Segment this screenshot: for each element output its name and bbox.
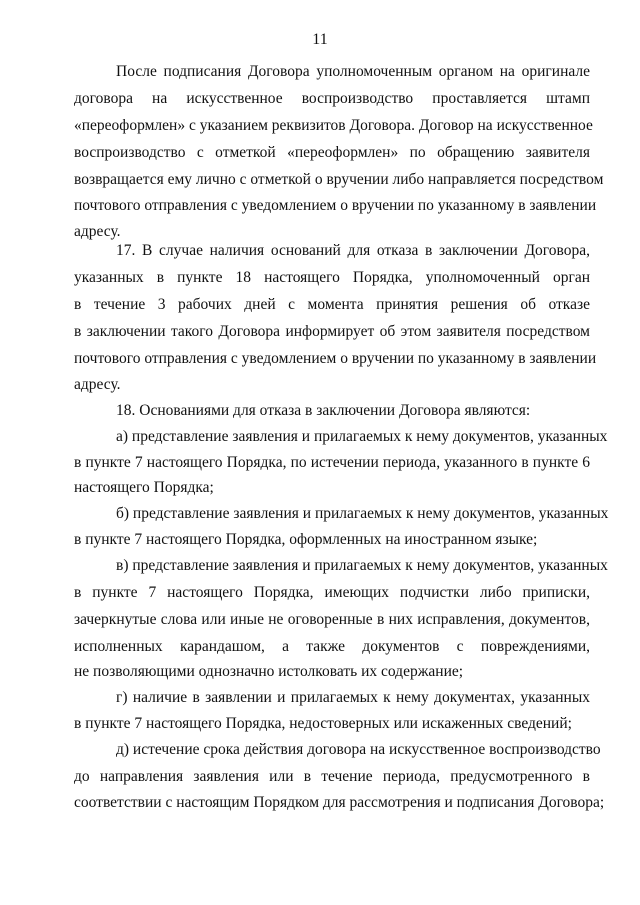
text-line: в заключении такого Договора информирует об этом заявителя посредством (74, 323, 590, 340)
text-line: не позволяющими однозначно истолковать их содержание; (74, 663, 464, 680)
text-line: в пункте 7 настоящего Порядка, по истечении периода, указанного в пункте 6 (74, 454, 590, 471)
text-line: в пункте 7 настоящего Порядка, имеющих подчистки либо приписки, (74, 584, 590, 601)
text-line: в) представление заявления и прилагаемых к нему документов, указанных (116, 557, 608, 574)
page-number: 11 (312, 31, 328, 48)
text-line: в течение 3 рабочих дней с момента принятия решения об отказе (74, 296, 590, 313)
text-line: воспроизводство с отметкой «переоформлен» по обращению заявителя (74, 144, 590, 161)
text-line: д) истечение срока действия договора на искусственное воспроизводство (116, 741, 601, 758)
text-line: в пункте 7 настоящего Порядка, оформленных на иностранном языке; (74, 531, 538, 548)
text-line: настоящего Порядка; (74, 479, 214, 496)
text-line: исполненных карандашом, а также документов с повреждениями, (74, 638, 590, 655)
text-line: до направления заявления или в течение периода, предусмотренного в (74, 768, 590, 785)
text-line: г) наличие в заявлении и прилагаемых к нему документах, указанных (116, 689, 590, 706)
text-line: указанных в пункте 18 настоящего Порядка, уполномоченный орган (74, 269, 590, 286)
text-line: почтового отправления с уведомлением о вручении по указанному в заявлении (74, 197, 597, 214)
text-line: адресу. (74, 223, 121, 240)
text-line: 18. Основаниями для отказа в заключении Договора являются: (116, 402, 531, 419)
text-line: б) представление заявления и прилагаемых к нему документов, указанных (116, 505, 609, 522)
text-line: «переоформлен» с указанием реквизитов Договора. Договор на искусственное (74, 117, 593, 134)
text-line: зачеркнутые слова или иные не оговоренные в них исправления, документов, (74, 611, 590, 628)
text-line: соответствии с настоящим Порядком для рассмотрения и подписания Договора; (74, 794, 605, 811)
text-line: в пункте 7 настоящего Порядка, недостоверных или искаженных сведений; (74, 715, 572, 732)
text-line: После подписания Договора уполномоченным органом на оригинале (116, 63, 590, 80)
text-line: адресу. (74, 376, 121, 393)
text-line: почтового отправления с уведомлением о вручении по указанному в заявлении (74, 350, 597, 367)
text-line: 17. В случае наличия оснований для отказа в заключении Договора, (116, 242, 590, 259)
text-line: возвращается ему лично с отметкой о вручении либо направляется посредством (74, 171, 604, 188)
text-line: а) представление заявления и прилагаемых к нему документов, указанных (116, 428, 608, 445)
text-line: договора на искусственное воспроизводство проставляется штамп (74, 90, 590, 107)
